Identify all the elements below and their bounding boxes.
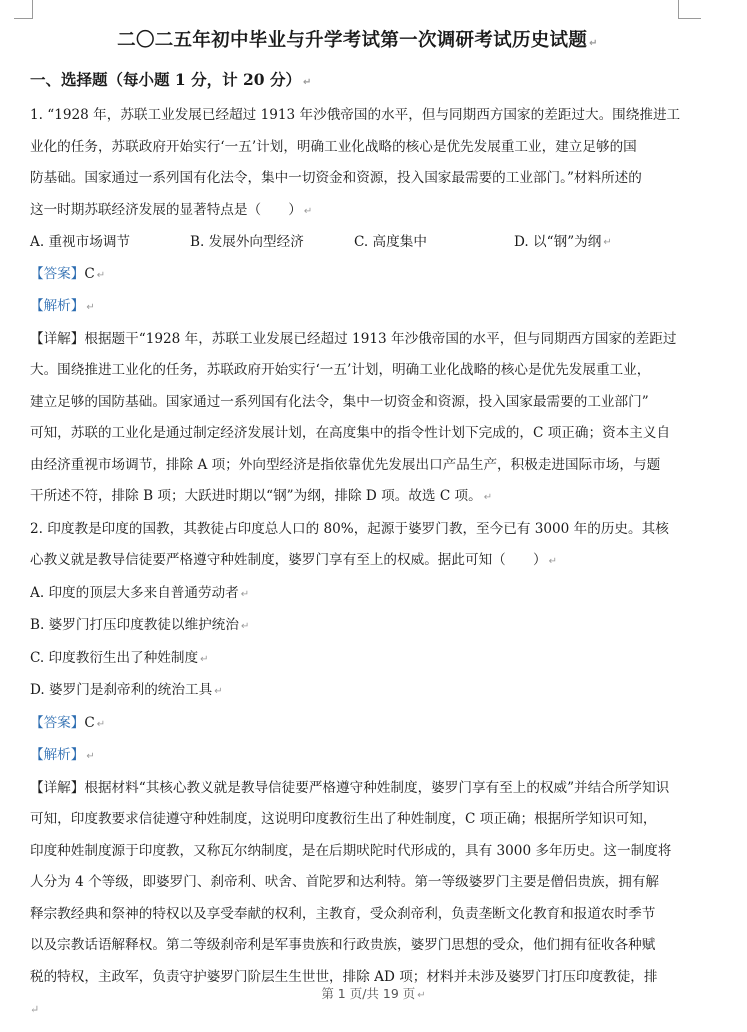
option-b: B. 婆罗门打压印度教徒以维护统治 ↵: [30, 617, 250, 633]
answer-tag: 【答案】: [30, 714, 85, 731]
detail-line: 税的特权，主政军，负责守护婆罗门阶层生生世世，排除 AD 项；材料并未涉及婆罗门打压印度教徒，排: [30, 968, 658, 985]
question-line: 1. “1928 年，苏联工业发展已经超过 1913 年沙俄帝国的水平，但与同期西方国家的差距过大。围绕推进工: [30, 107, 681, 123]
question-2: [30, 514, 685, 994]
question-line: 心教义就是教导信徒要严格遵守种姓制度，婆罗门享有至上的权威。据此可知（ ） ↵: [30, 552, 557, 568]
page-title: 二〇二五年初中毕业与升学考试第一次调研考试历史试题 ↵: [117, 30, 598, 51]
answer-line: 【答案】C ↵: [30, 714, 106, 731]
detail-line: 可知，印度教要求信徒遵守种姓制度，这说明印度教衍生出了种姓制度，C 项正确；根据所学知识可知，: [30, 811, 657, 827]
detail-tag: 【详解】: [30, 330, 85, 347]
options-row: A. 重视市场调节 B. 发展外向型经济 C. 高度集中 D. 以“钢”为纲 ↵: [30, 227, 685, 259]
detail-line: 【详解】根据题干“1928 年，苏联工业发展已经超过 1913 年沙俄帝国的水平，但与同期西方国家的差距过: [30, 330, 677, 347]
analysis-tag: 【解析】: [30, 747, 85, 763]
detail-line: 建立足够的国防基础。国家通过一系列国有化法令，集中一切资金和资源，投入国家最需要的工业部门”: [30, 393, 649, 410]
page-footer: 第 1 页/共 19 页 ↵: [321, 986, 426, 1001]
question-line: 这一时期苏联经济发展的显著特点是（ ） ↵: [30, 201, 313, 218]
question-line: 业化的任务，苏联政府开始实行‘一五’计划，明确工业化战略的核心是优先发展重工业，建立足够的国: [30, 138, 637, 155]
option-a: A. 重视市场调节: [30, 234, 131, 250]
detail-line: 大。围绕推进工业化的任务，苏联政府开始实行‘一五’计划，明确工业化战略的核心是优先发展重工业，: [30, 362, 651, 378]
analysis-line: 【解析】 ↵: [30, 747, 95, 763]
answer-tag: 【答案】: [30, 265, 85, 282]
option-c: C. 高度集中: [354, 234, 427, 250]
document-page: [30, 30, 685, 993]
answer-line: 【答案】C ↵: [30, 265, 106, 282]
answer-value: C: [84, 265, 95, 282]
answer-value: C: [84, 714, 95, 731]
analysis-tag: 【解析】: [30, 298, 85, 314]
question-line: 防基础。国家通过一系列国有化法令，集中一切资金和资源，投入国家最需要的工业部门。”材料所述的: [30, 170, 642, 186]
section-heading: 一、选择题（每小题 1 分，计 20 分） ↵: [30, 70, 312, 89]
option-d: D. 婆罗门是刹帝利的统治工具 ↵: [30, 682, 223, 698]
question-1: [30, 100, 685, 514]
analysis-line: 【解析】 ↵: [30, 298, 95, 314]
option-d: D. 以“钢”为纲: [514, 234, 602, 250]
detail-line: 【详解】根据材料“其核心教义就是教导信徒要严格遵守种姓制度，婆罗门享有至上的权威”并结合所学知识: [30, 779, 670, 796]
paragraph-mark: ↵: [30, 1003, 40, 1016]
detail-line: 释宗教经典和祭神的特权以及享受奉献的权利，主教育，受众刹帝利，负责垄断文化教育和报道农时季节: [30, 905, 656, 922]
option-b: B. 发展外向型经济: [190, 234, 304, 250]
detail-line: 干所述不符，排除 B 项；大跃进时期以“钢”为纲，排除 D 项。故选 C 项。 ↵: [30, 488, 493, 504]
option-c: C. 印度教衍生出了种姓制度 ↵: [30, 649, 209, 666]
detail-line: 印度种姓制度源于印度教，又称瓦尔纳制度，是在后期吠陀时代形成的，具有 3000 多年历史。这一制度将: [30, 842, 672, 859]
detail-line: 可知，苏联的工业化是通过制定经济发展计划，在高度集中的指令性计划下完成的，C 项正确；资本主义自: [30, 425, 671, 441]
option-a: A. 印度的顶层大多来自普通劳动者 ↵: [30, 584, 250, 601]
detail-tag: 【详解】: [30, 779, 85, 796]
crop-mark-top-right: [678, 0, 701, 19]
question-line: 2. 印度教是印度的国教，其教徒占印度总人口的 80%，起源于婆罗门教，至今已有 3000 年的历史。其核: [30, 520, 669, 537]
detail-line: 以及宗教话语解释权。第二等级刹帝利是军事贵族和行政贵族，婆罗门思想的受众，他们拥有征收各种赋: [30, 937, 656, 953]
detail-line: 人分为 4 个等级，即婆罗门、刹帝利、吠舍、首陀罗和达利特。第一等级婆罗门主要是僧侣贵族，拥有解: [30, 874, 660, 890]
detail-line: 由经济重视市场调节，排除 A 项；外向型经济是指依靠优先发展出口产品生产，积极走进国际市场，与题: [30, 456, 661, 473]
crop-mark-top-left: [14, 0, 33, 19]
